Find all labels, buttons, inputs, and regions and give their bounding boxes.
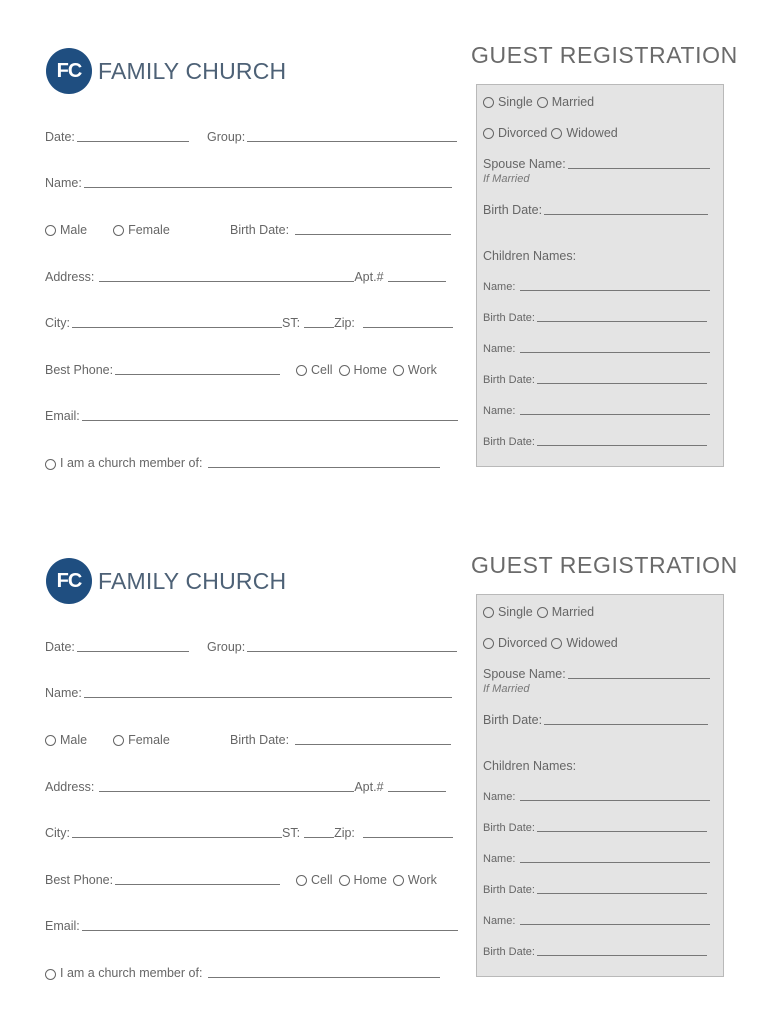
form-title: GUEST REGISTRATION (471, 42, 738, 68)
form-title: GUEST REGISTRATION (471, 552, 738, 578)
group-line[interactable] (247, 650, 457, 652)
name-label: Name: (45, 686, 82, 700)
marital-row-2 (483, 126, 624, 140)
child-3-name-line[interactable] (520, 413, 710, 415)
best-phone-label: Best Phone: (45, 873, 114, 887)
spouse-birth-field[interactable] (483, 203, 708, 217)
child-1-birth-line[interactable] (537, 320, 707, 322)
married-option[interactable] (537, 95, 594, 109)
male-option[interactable] (45, 733, 87, 747)
divorced-radio[interactable] (483, 638, 494, 649)
spouse-label: Spouse Name: (483, 157, 566, 171)
single-label: Single (498, 95, 533, 109)
cell-option[interactable] (296, 873, 333, 887)
home-option[interactable] (339, 873, 387, 887)
name-label: Name: (45, 176, 82, 190)
widowed-label: Widowed (566, 126, 618, 140)
apt-label: Apt.# (354, 270, 384, 284)
child-3-birth-label: Birth Date: (483, 436, 535, 448)
cell-radio[interactable] (296, 875, 307, 886)
marital-row-1 (483, 95, 600, 109)
logo-mark: FC (46, 558, 92, 604)
widowed-radio[interactable] (551, 128, 562, 139)
date-field[interactable] (45, 130, 189, 144)
child-3-birth-label: Birth Date: (483, 946, 535, 958)
marital-panel (476, 84, 724, 467)
single-option[interactable] (483, 95, 533, 109)
address-line[interactable] (99, 280, 354, 282)
child-2-name-field[interactable] (483, 853, 710, 865)
member-label: I am a church member of: (60, 966, 203, 980)
member-label: I am a church member of: (60, 456, 203, 470)
child-2-birth-line[interactable] (537, 892, 707, 894)
best-phone-line[interactable] (115, 883, 280, 885)
apt-line[interactable] (388, 280, 446, 282)
date-line[interactable] (77, 650, 189, 652)
work-option[interactable] (393, 363, 437, 377)
widowed-option[interactable] (551, 126, 617, 140)
gender-group (45, 223, 176, 237)
birth-date-field[interactable] (230, 223, 451, 237)
married-label: Married (551, 95, 595, 109)
email-label: Email: (45, 919, 80, 933)
address-line[interactable] (99, 790, 354, 792)
spouse-birth-label: Birth Date: (483, 203, 543, 217)
child-3-birth-field[interactable] (483, 436, 707, 448)
birth-date-line[interactable] (295, 233, 451, 235)
email-field[interactable] (45, 409, 458, 423)
work-radio[interactable] (393, 365, 404, 376)
work-radio[interactable] (393, 875, 404, 886)
city-line[interactable] (72, 326, 282, 328)
apt-line[interactable] (388, 790, 446, 792)
address-label: Address: (45, 270, 95, 284)
child-2-name-label: Name: (483, 343, 516, 355)
widowed-radio[interactable] (551, 638, 562, 649)
child-2-name-label: Name: (483, 853, 516, 865)
children-heading: Children Names: (483, 249, 577, 263)
date-line[interactable] (77, 140, 189, 142)
child-2-birth-field[interactable] (483, 374, 707, 386)
church-name: FAMILY CHURCH (98, 567, 287, 594)
member-radio[interactable] (45, 969, 56, 980)
female-label: Female (128, 223, 170, 237)
child-2-name-line[interactable] (520, 861, 710, 863)
registration-card-1 (0, 0, 770, 500)
marital-panel (476, 594, 724, 977)
child-1-name-label: Name: (483, 281, 516, 293)
spouse-field[interactable] (483, 667, 710, 681)
date-field[interactable] (45, 640, 189, 654)
female-label: Female (128, 733, 170, 747)
divorced-radio[interactable] (483, 128, 494, 139)
divorced-option[interactable] (483, 636, 547, 650)
child-1-birth-label: Birth Date: (483, 312, 535, 324)
child-3-name-label: Name: (483, 405, 516, 417)
zip-label: Zip: (334, 316, 355, 330)
birth-date-line[interactable] (295, 743, 451, 745)
child-1-birth-label: Birth Date: (483, 822, 535, 834)
member-line[interactable] (208, 976, 440, 978)
married-radio[interactable] (537, 607, 548, 618)
child-1-name-field[interactable] (483, 281, 710, 293)
child-1-birth-field[interactable] (483, 312, 707, 324)
male-radio[interactable] (45, 735, 56, 746)
email-line[interactable] (82, 929, 458, 931)
date-label: Date: (45, 130, 75, 144)
st-line[interactable] (304, 326, 334, 328)
child-2-birth-label: Birth Date: (483, 884, 535, 896)
email-line[interactable] (82, 419, 458, 421)
divorced-label: Divorced (498, 126, 548, 140)
child-2-name-line[interactable] (520, 351, 710, 353)
work-label: Work (407, 873, 437, 887)
registration-card-2 (0, 510, 770, 1010)
child-3-name-field[interactable] (483, 405, 710, 417)
male-label: Male (60, 223, 88, 237)
female-option[interactable] (113, 223, 170, 237)
best-phone-field[interactable] (45, 873, 280, 887)
single-radio[interactable] (483, 97, 494, 108)
children-heading: Children Names: (483, 759, 577, 773)
male-label: Male (60, 733, 88, 747)
work-option[interactable] (393, 873, 437, 887)
address-label: Address: (45, 780, 95, 794)
spouse-line[interactable] (568, 167, 710, 169)
cell-label: Cell (311, 873, 333, 887)
home-label: Home (353, 873, 387, 887)
spouse-birth-label: Birth Date: (483, 713, 543, 727)
home-option[interactable] (339, 363, 387, 377)
member-field[interactable] (45, 456, 440, 470)
name-field[interactable] (45, 176, 452, 190)
name-field[interactable] (45, 686, 452, 700)
spouse-field[interactable] (483, 157, 710, 171)
marital-row-2 (483, 636, 624, 650)
child-3-birth-field[interactable] (483, 946, 707, 958)
spouse-note: If Married (483, 683, 530, 695)
child-3-name-line[interactable] (520, 923, 710, 925)
widowed-label: Widowed (566, 636, 618, 650)
group-line[interactable] (247, 140, 457, 142)
female-radio[interactable] (113, 225, 124, 236)
spouse-birth-line[interactable] (544, 723, 708, 725)
zip-line[interactable] (363, 836, 453, 838)
church-logo (46, 558, 286, 604)
st-label: ST: (282, 316, 301, 330)
birth-date-field[interactable] (230, 733, 451, 747)
widowed-option[interactable] (551, 636, 617, 650)
address-field[interactable] (45, 270, 446, 284)
st-line[interactable] (304, 836, 334, 838)
spouse-note: If Married (483, 173, 530, 185)
email-field[interactable] (45, 919, 458, 933)
married-radio[interactable] (537, 97, 548, 108)
zip-label: Zip: (334, 826, 355, 840)
city-field[interactable] (45, 826, 453, 840)
best-phone-field[interactable] (45, 363, 280, 377)
single-option[interactable] (483, 605, 533, 619)
group-field[interactable] (207, 640, 457, 654)
member-field[interactable] (45, 966, 440, 980)
name-line[interactable] (84, 696, 452, 698)
female-radio[interactable] (113, 735, 124, 746)
single-radio[interactable] (483, 607, 494, 618)
city-label: City: (45, 316, 70, 330)
married-option[interactable] (537, 605, 594, 619)
home-radio[interactable] (339, 365, 350, 376)
city-line[interactable] (72, 836, 282, 838)
city-field[interactable] (45, 316, 453, 330)
email-label: Email: (45, 409, 80, 423)
member-radio[interactable] (45, 459, 56, 470)
child-3-birth-line[interactable] (537, 444, 707, 446)
child-2-birth-label: Birth Date: (483, 374, 535, 386)
cell-label: Cell (311, 363, 333, 377)
single-label: Single (498, 605, 533, 619)
male-radio[interactable] (45, 225, 56, 236)
church-logo (46, 48, 286, 94)
city-label: City: (45, 826, 70, 840)
phone-type-group (296, 363, 437, 377)
spouse-birth-field[interactable] (483, 713, 708, 727)
address-field[interactable] (45, 780, 446, 794)
spouse-line[interactable] (568, 677, 710, 679)
group-label: Group: (207, 640, 246, 654)
child-1-name-label: Name: (483, 791, 516, 803)
st-label: ST: (282, 826, 301, 840)
married-label: Married (551, 605, 595, 619)
child-3-name-field[interactable] (483, 915, 710, 927)
divorced-option[interactable] (483, 126, 547, 140)
female-option[interactable] (113, 733, 170, 747)
name-line[interactable] (84, 186, 452, 188)
child-1-name-field[interactable] (483, 791, 710, 803)
group-field[interactable] (207, 130, 457, 144)
birth-date-label: Birth Date: (230, 223, 290, 237)
work-label: Work (407, 363, 437, 377)
phone-type-group (296, 873, 437, 887)
child-1-name-line[interactable] (520, 799, 710, 801)
child-1-name-line[interactable] (520, 289, 710, 291)
child-2-birth-line[interactable] (537, 382, 707, 384)
divorced-label: Divorced (498, 636, 548, 650)
best-phone-label: Best Phone: (45, 363, 114, 377)
home-label: Home (353, 363, 387, 377)
child-2-birth-field[interactable] (483, 884, 707, 896)
cell-option[interactable] (296, 363, 333, 377)
child-1-birth-line[interactable] (537, 830, 707, 832)
child-3-name-label: Name: (483, 915, 516, 927)
child-2-name-field[interactable] (483, 343, 710, 355)
male-option[interactable] (45, 223, 87, 237)
zip-line[interactable] (363, 326, 453, 328)
date-label: Date: (45, 640, 75, 654)
birth-date-label: Birth Date: (230, 733, 290, 747)
home-radio[interactable] (339, 875, 350, 886)
gender-group (45, 733, 176, 747)
member-line[interactable] (208, 466, 440, 468)
apt-label: Apt.# (354, 780, 384, 794)
logo-mark: FC (46, 48, 92, 94)
child-1-birth-field[interactable] (483, 822, 707, 834)
marital-row-1 (483, 605, 600, 619)
spouse-birth-line[interactable] (544, 213, 708, 215)
best-phone-line[interactable] (115, 373, 280, 375)
cell-radio[interactable] (296, 365, 307, 376)
church-name: FAMILY CHURCH (98, 57, 287, 84)
child-3-birth-line[interactable] (537, 954, 707, 956)
spouse-label: Spouse Name: (483, 667, 566, 681)
group-label: Group: (207, 130, 246, 144)
